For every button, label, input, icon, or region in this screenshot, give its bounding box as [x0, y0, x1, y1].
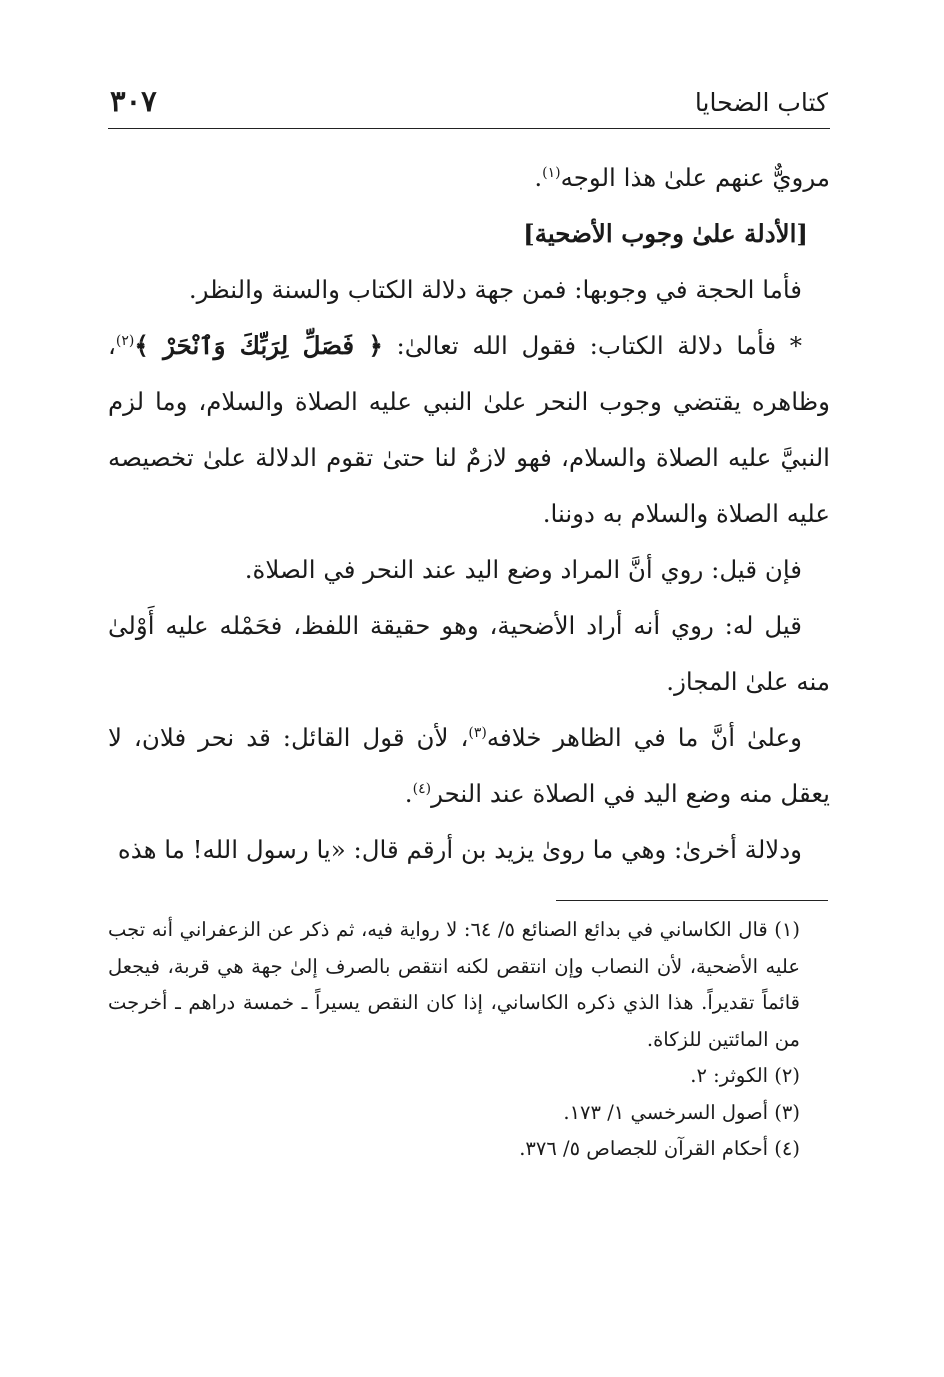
- main-text: [108, 150, 830, 878]
- paragraph-6: وعلىٰ أنَّ ما في الظاهر خلافه$^{(٣)}$، لأن قول القائل: قد نحر فلان، لا يعقل منه وضع اليد في الصلاة عند النحر$^{(٤)}$.: [108, 723, 830, 808]
- quran-verse: ﴿ فَصَلِّ لِرَبِّكَ وَٱنْحَرْ ﴾: [134, 331, 383, 360]
- chapter-title: كتاب الضحايا: [694, 88, 828, 117]
- footnote-ref-2: (٢): [115, 332, 135, 349]
- footnote-3: (٣) أصول السرخسي ١/ ١٧٣.: [563, 1100, 800, 1124]
- paragraph-1: مرويٌّ عنهم علىٰ هذا الوجه$^{(١)}$.: [534, 163, 830, 192]
- section-heading: [الأدلة علىٰ وجوب الأضحية]: [523, 219, 808, 248]
- footnote-ref-1: (١): [542, 164, 561, 181]
- footnote-4: (٤) أحكام القرآن للجصاص ٥/ ٣٧٦.: [519, 1137, 800, 1160]
- footnote-ref-3: (٣): [468, 724, 487, 741]
- footnote-2: (٢) الكوثر: ٢.: [690, 1064, 800, 1087]
- footnote-ref-4: (٤): [412, 780, 432, 797]
- footnotes-section: [108, 912, 830, 1168]
- footnote-separator: [556, 900, 828, 901]
- running-header: [108, 84, 830, 129]
- footnote-1: (١) قال الكاساني في بدائع الصنائع ٥/ ٦٤: لا رواية فيه، ثم ذكر عن الزعفراني أنه تجب عليه الأضحية، لأن النصاب وإن انتقص لكنه انتقص بالصرف إلىٰ جهة هي قربة، فيجعل قائماً تقديراً. هذا الذي ذكره الكاساني، إذا كان النقص يسيراً ـ خمسة دراهم ـ أخرجت من المائتين للزكاة.: [108, 918, 800, 1051]
- paragraph-3: * فأما دلالة الكتاب: فقول الله تعالىٰ: ﴿ فَصَلِّ لِرَبِّكَ وَٱنْحَرْ ﴾$^{(٢)}$، وظاهره يقتضي وجوب النحر علىٰ النبي عليه الصلاة والسلام، وما لزم النبيَّ عليه الصلاة والسلام، فهو لازمٌ لنا حتىٰ تقوم الدلالة علىٰ تخصيصه عليه الصلاة والسلام به دوننا.: [108, 331, 830, 528]
- paragraph-2: فأما الحجة في وجوبها: فمن جهة دلالة الكتاب والسنة والنظر.: [188, 275, 802, 304]
- paragraph-7: ودلالة أخرىٰ: وهي ما روىٰ يزيد بن أرقم قال: «يا رسول الله! ما هذه: [117, 835, 802, 864]
- paragraph-4: فإن قيل: روي أنَّ المراد وضع اليد عند النحر في الصلاة.: [244, 555, 802, 584]
- paragraph-5: قيل له: روي أنه أراد الأضحية، وهو حقيقة اللفظ، فحَمْله عليه أَوْلىٰ منه علىٰ المجاز.: [108, 611, 830, 696]
- page-number: ٣٠٧: [110, 84, 157, 118]
